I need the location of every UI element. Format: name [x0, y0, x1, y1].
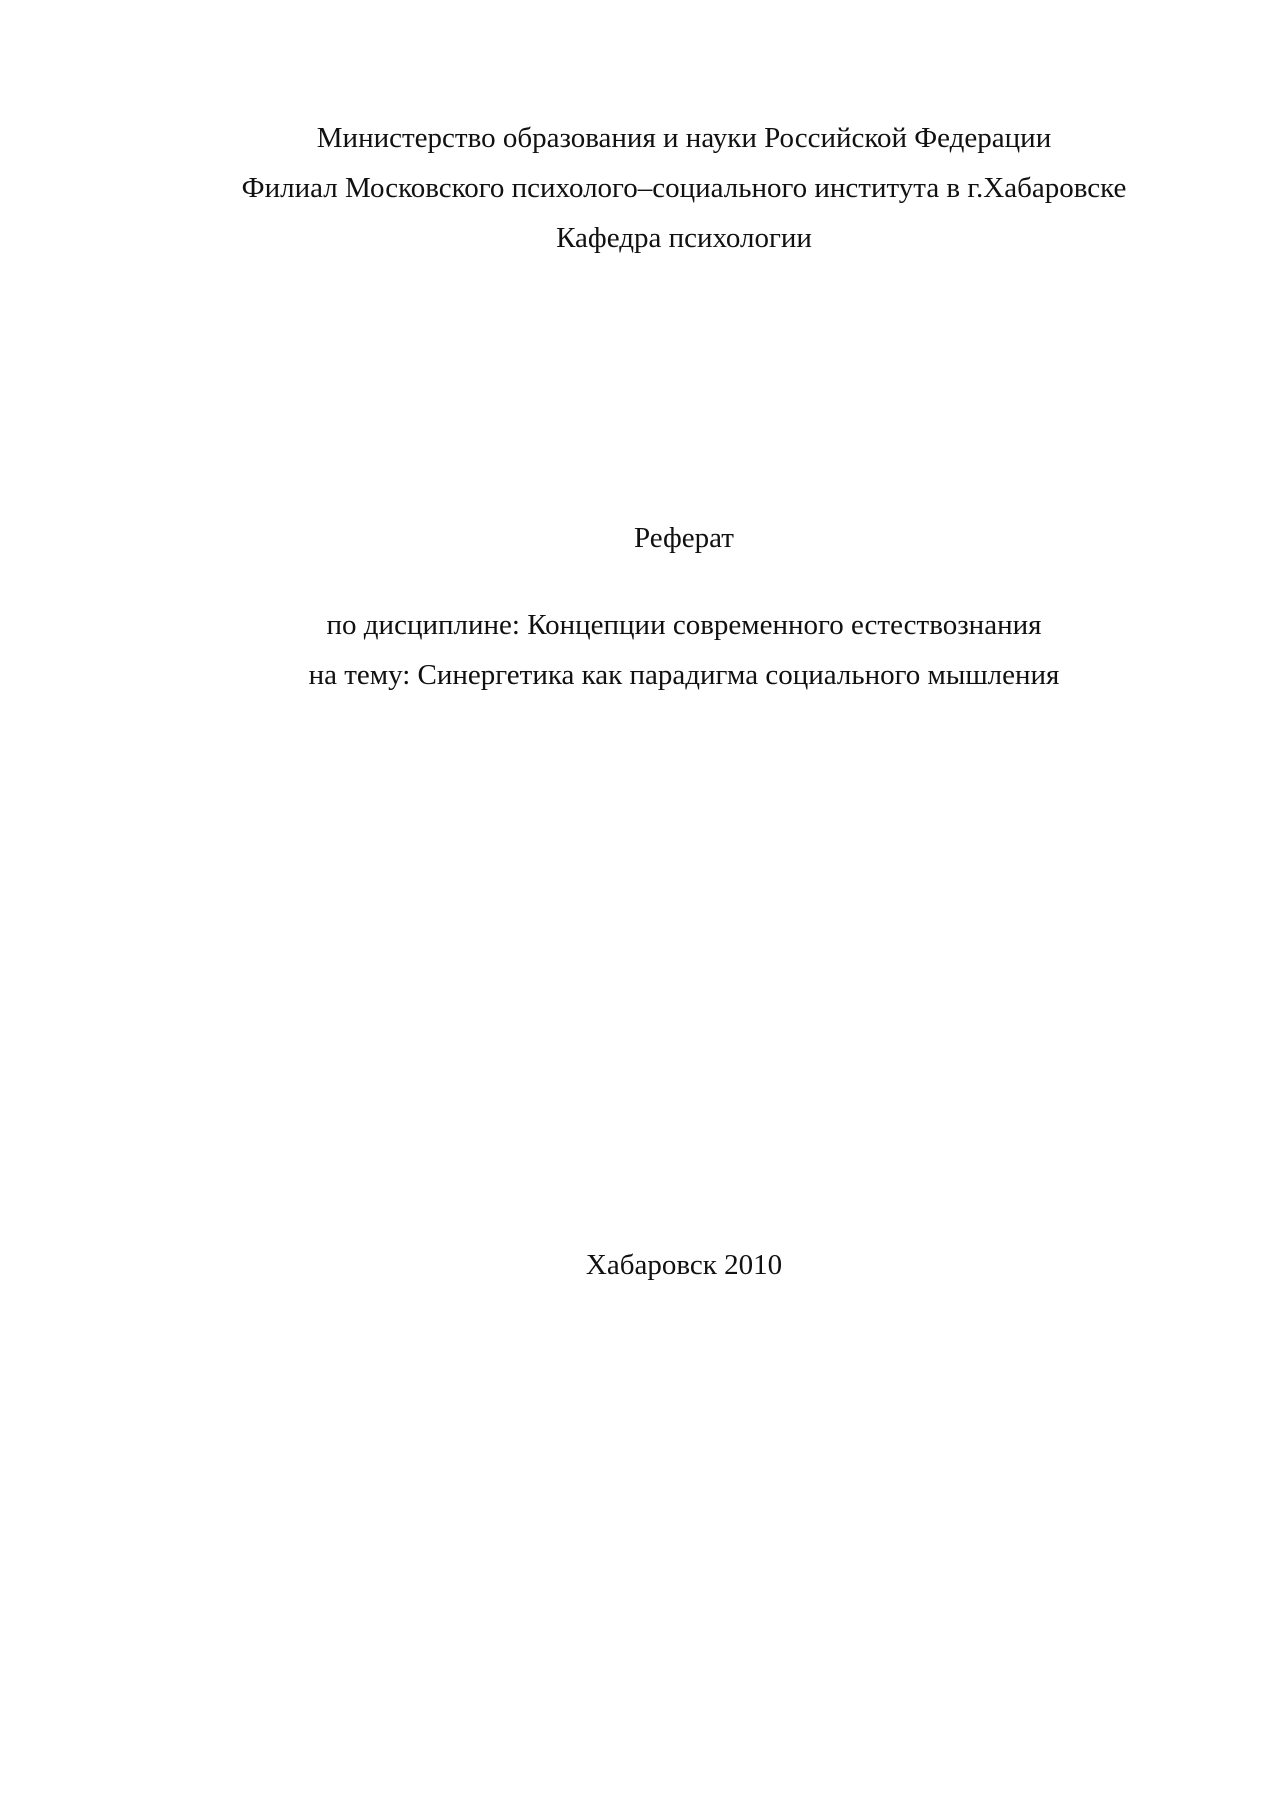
document-type: Реферат	[634, 522, 734, 554]
discipline-line: по дисциплине: Концепции современного естествознания	[326, 609, 1042, 641]
branch-heading: Филиал Московского психолого–социального института в г.Хабаровске	[241, 172, 1127, 204]
city-year: Хабаровск 2010	[585, 1249, 783, 1281]
ministry-heading: Министерство образования и науки Российской Федерации	[316, 122, 1052, 154]
topic-line: на тему: Синергетика как парадигма социального мышления	[308, 659, 1060, 691]
department-heading: Кафедра психологии	[556, 222, 812, 254]
